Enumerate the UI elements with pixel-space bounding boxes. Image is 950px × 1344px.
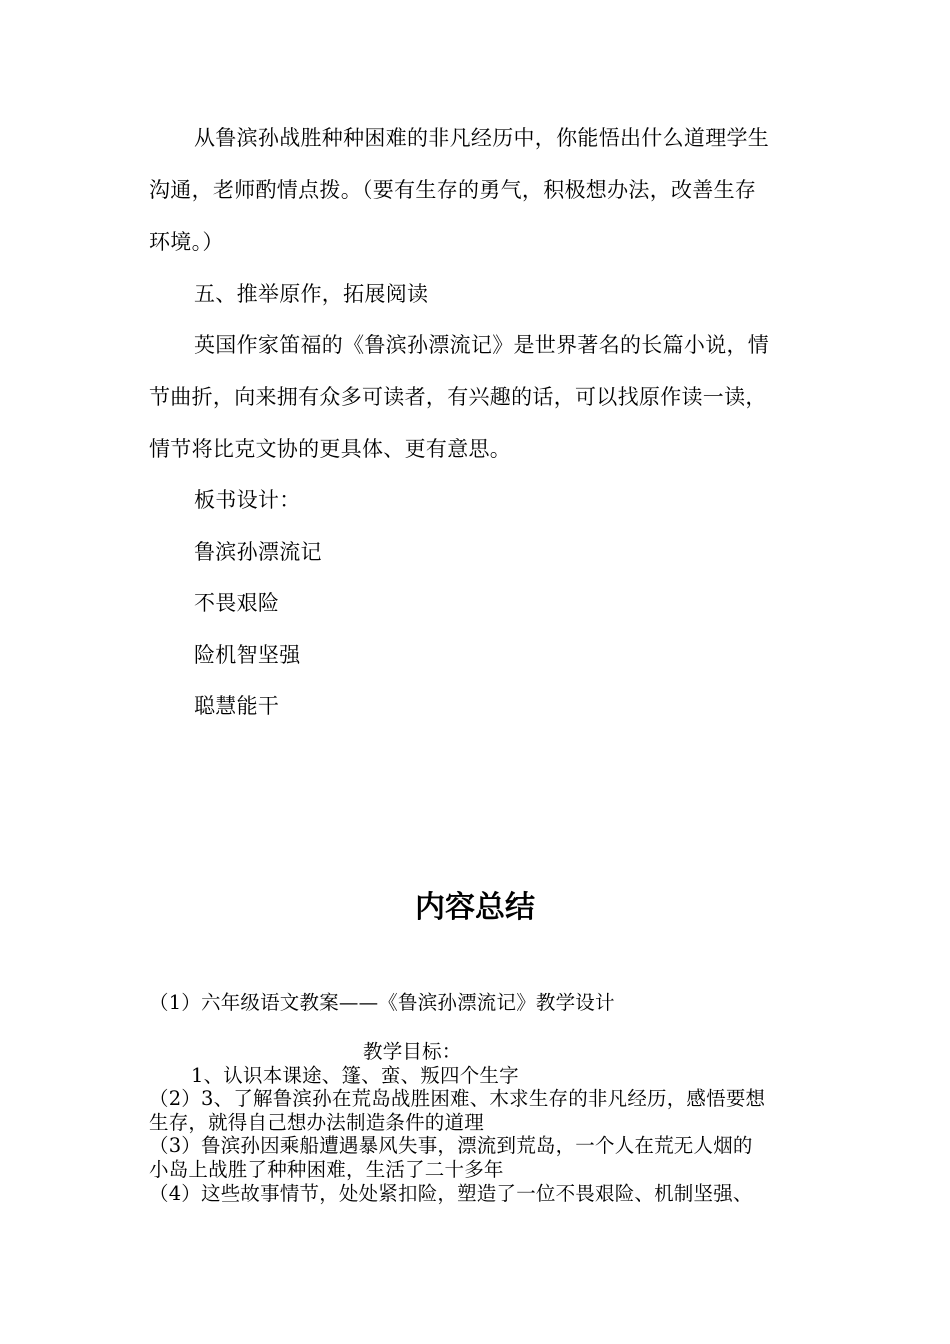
paragraph-line: 环境。） — [149, 230, 224, 254]
paragraph-line: 情节将比克文协的更具体、更有意思。 — [149, 437, 512, 461]
summary-item: （2）3、了解鲁滨孙在荒岛战胜困难、木求生存的非凡经历，感悟要想 — [149, 1087, 766, 1110]
summary-item-continued: 生存，就得自己想办法制造条件的道理 — [149, 1111, 484, 1134]
summary-item: （3）鲁滨孙因乘船遭遇暴风失事，漂流到荒岛，一个人在荒无人烟的 — [149, 1134, 753, 1157]
board-item: 不畏艰险 — [194, 591, 280, 615]
summary-item: （4）这些故事情节，处处紧扣险，塑造了一位不畏艰险、机制坚强、 — [149, 1182, 753, 1205]
paragraph-line: 沟通，老师酌情点拨。（要有生存的勇气，积极想办法，改善生存 — [149, 178, 757, 202]
summary-title: 内容总结 — [415, 890, 535, 925]
board-item: 险机智坚强 — [194, 643, 301, 667]
paragraph-line: 英国作家笛福的《鲁滨孙漂流记》是世界著名的长篇小说，情 — [194, 333, 770, 357]
objectives-label: 教学目标： — [363, 1040, 462, 1063]
summary-item: （1）六年级语文教案——《鲁滨孙漂流记》教学设计 — [149, 991, 615, 1014]
board-item: 鲁滨孙漂流记 — [194, 540, 322, 564]
objective-item: 1、认识本课途、篷、蛮、叛四个生字 — [191, 1064, 519, 1087]
paragraph-line: 节曲折，向来拥有众多可读者，有兴趣的话，可以找原作读一读， — [149, 385, 767, 409]
section-heading: 五、推举原作，拓展阅读 — [194, 282, 429, 306]
board-design-label: 板书设计： — [194, 488, 301, 512]
board-item: 聪慧能干 — [194, 694, 280, 718]
paragraph-line: 从鲁滨孙战胜种种困难的非凡经历中，你能悟出什么道理学生 — [194, 126, 770, 150]
summary-item-continued: 小岛上战胜了种种困难，生活了二十多年 — [149, 1158, 504, 1181]
